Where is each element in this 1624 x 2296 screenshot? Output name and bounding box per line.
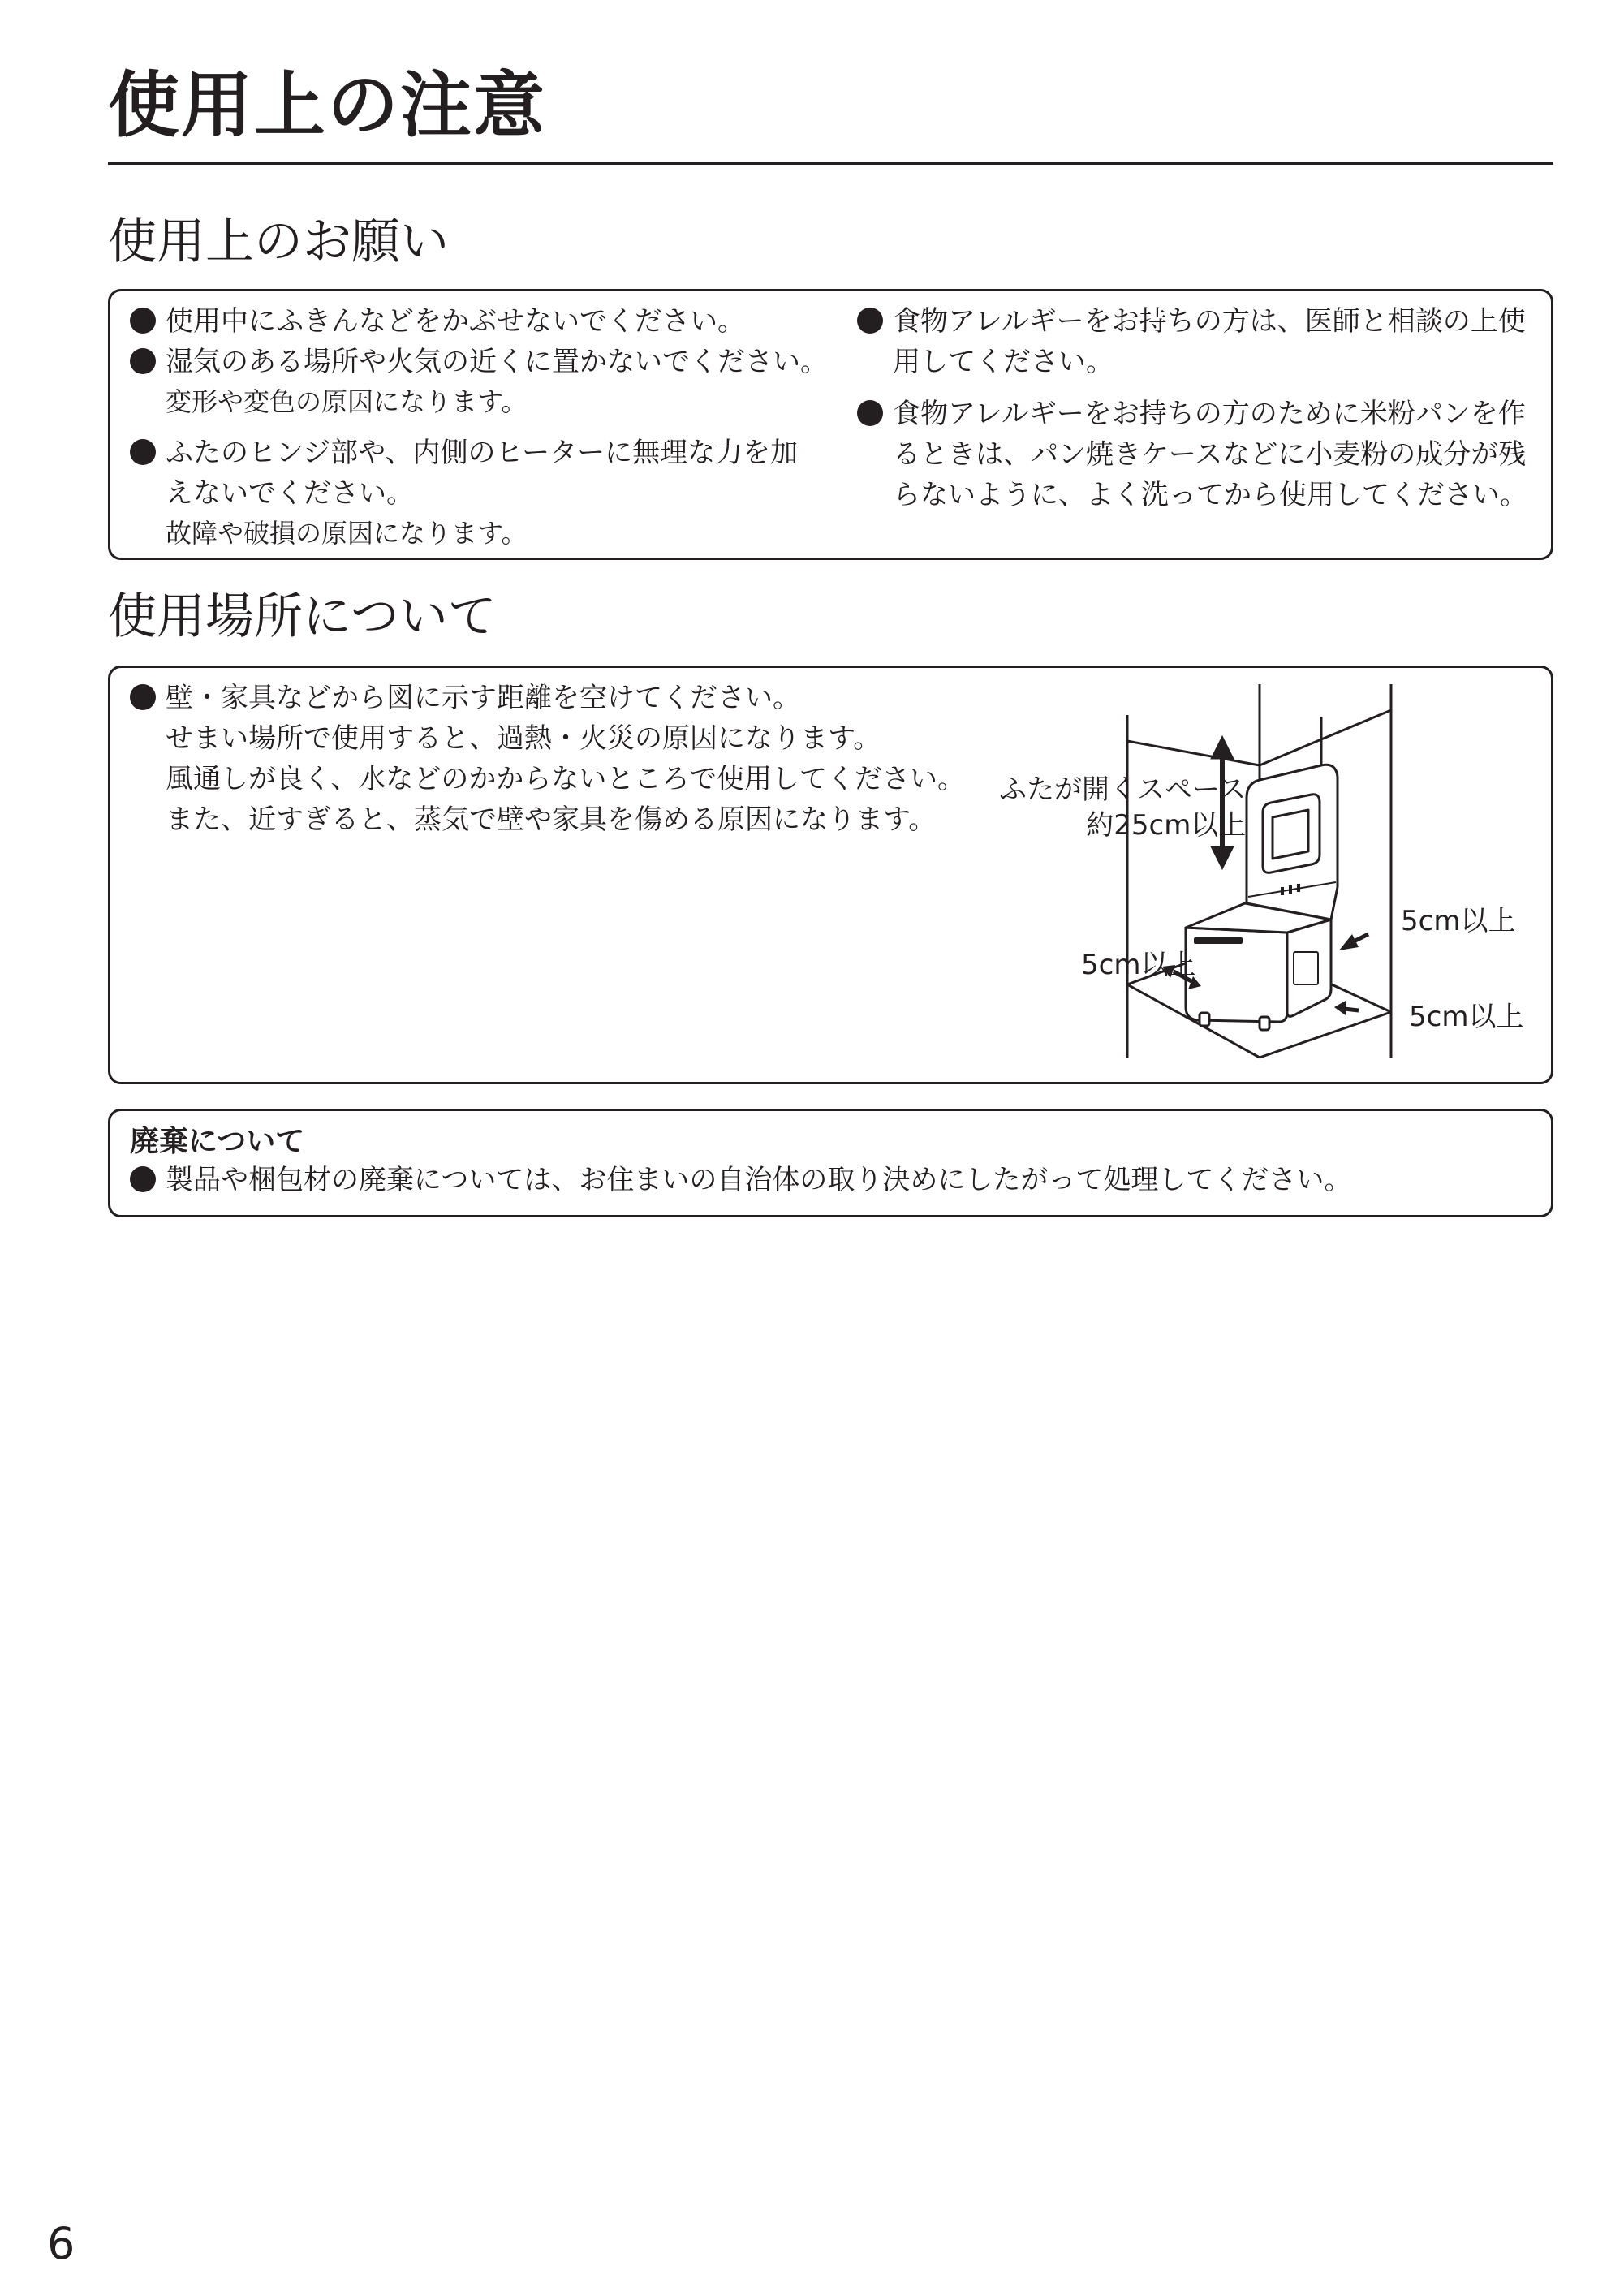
bullet-icon: [130, 1166, 156, 1192]
disposal-content: [130, 1124, 1526, 1200]
list-item: 製品や梱包材の廃棄については、お住まいの自治体の取り決めにしたがって処理してください。: [130, 1160, 1526, 1200]
bullet-icon: [857, 308, 883, 334]
list-item: 湿気のある場所や火気の近くに置かないでください。: [130, 342, 844, 382]
title-divider: [108, 162, 1553, 165]
list-item: 食物アレルギーをお持ちの方のために米粉パンを作: [857, 394, 1547, 434]
list-item-continuation: るときは、パン焼きケースなどに小麦粉の成分が残: [893, 438, 1527, 471]
bullet-icon: [130, 439, 156, 465]
requests-left-column: [130, 301, 844, 553]
requests-box: [108, 289, 1553, 560]
page-title: 使用上の注意: [108, 63, 547, 147]
list-item: 食物アレルギーをお持ちの方は、医師と相談の上使: [857, 301, 1547, 342]
bullet-icon: [857, 400, 883, 426]
bullet-icon: [130, 684, 156, 710]
requests-right-column: [857, 301, 1547, 515]
list-item-continuation: らないように、よく洗ってから使用してください。: [893, 479, 1527, 511]
bullet-icon: [130, 308, 156, 334]
clearance-label-left: 5cm以上: [1081, 949, 1196, 981]
list-item-continuation: 用してください。: [893, 346, 1114, 378]
clearance-label-front: 5cm以上: [1409, 1001, 1524, 1033]
item-note: せまい場所で使用すると、過熱・火災の原因になります。: [166, 722, 881, 755]
item-note: 変形や変色の原因になります。: [166, 386, 528, 417]
location-text: [130, 678, 1055, 840]
list-item: 壁・家具などから図に示す距離を空けてください。: [130, 678, 1055, 718]
bullet-icon: [130, 348, 156, 374]
item-note: 風通しが良く、水などのかからないところで使用してください。: [166, 763, 965, 795]
item-note: 故障や破損の原因になります。: [166, 518, 528, 549]
wall-top-line: [1127, 741, 1260, 765]
disposal-box: [108, 1109, 1553, 1217]
location-box: [108, 666, 1553, 1084]
disposal-title: 廃棄について: [130, 1125, 305, 1158]
list-item: ふたのヒンジ部や、内側のヒーターに無理な力を加: [130, 433, 844, 473]
lid-space-label: ふたが開くスペース 約25cm以上: [999, 773, 1247, 842]
section-heading-requests: 使用上のお願い: [108, 213, 449, 270]
list-item-continuation: えないでください。: [166, 477, 414, 510]
page-number: 6: [47, 2218, 75, 2269]
item-note: また、近すぎると、蒸気で壁や家具を傷める原因になります。: [166, 803, 937, 836]
list-item: 使用中にふきんなどをかぶせないでください。: [130, 301, 844, 342]
clearance-label-right: 5cm以上: [1401, 905, 1516, 937]
section-heading-location: 使用場所について: [108, 588, 497, 645]
